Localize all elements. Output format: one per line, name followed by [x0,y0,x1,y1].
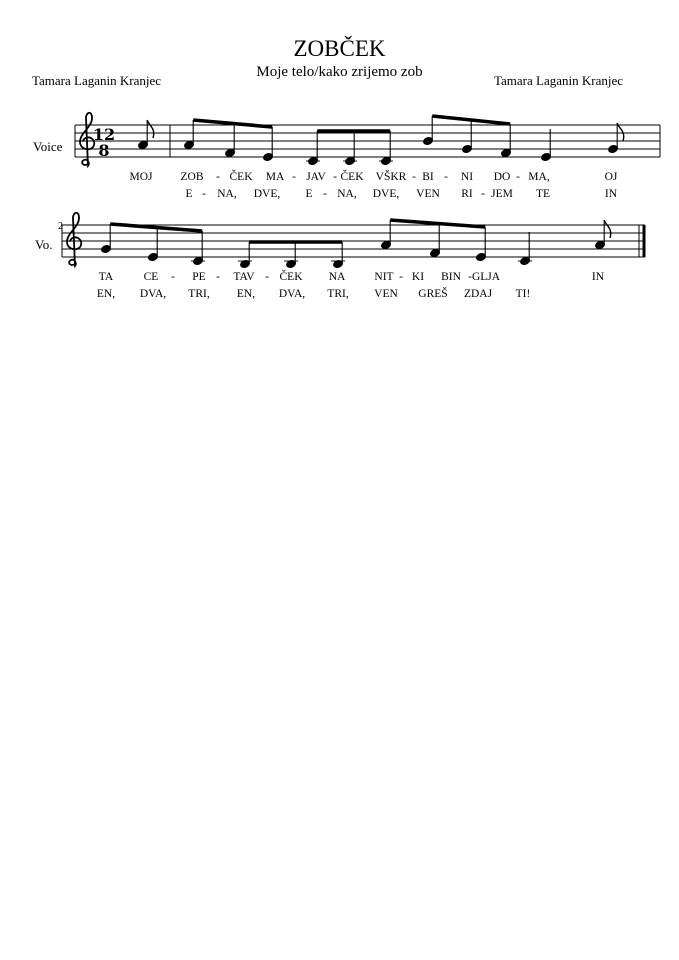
score [0,0,679,320]
time-signature-bottom: 8 [98,141,110,160]
lyric-syllable: E [185,188,193,200]
lyric-hyphen: - [202,188,206,200]
staff-2 [62,225,645,257]
lyric-syllable: NA, [337,188,357,200]
lyric-syllable: DVA, [278,288,306,300]
composer-left: Tamara Laganin Kranjec [32,73,162,88]
lyric-hyphen: - [216,171,220,183]
subtitle: Moje telo/kako zrijemo zob [256,64,423,80]
lyric-syllable: ČEK [279,271,303,283]
lyric-syllable: DVE, [253,188,281,200]
lyric-syllable: VŠKR [375,171,407,183]
lyric-syllable: ZOB [180,171,204,183]
lyric-syllable: TAV [233,271,255,283]
lyrics-verse-2-system-1 [185,188,617,200]
title: ZOBČEK [293,36,386,61]
lyric-syllable: EN, [96,288,116,300]
lyric-syllable: ZDAJ [463,288,493,300]
lyric-hyphen: - [171,271,175,283]
treble-clef-icon [67,213,81,266]
note-flag [617,123,624,141]
lyric-hyphen: - [468,271,472,283]
lyric-syllable: BI [422,171,434,183]
lyric-syllable: GREŠ [418,288,448,300]
lyric-syllable: VEN [374,288,398,300]
lyric-syllable: TRI, [327,288,349,300]
measure-number: 2 [58,221,63,232]
lyric-syllable: JAV [306,171,326,183]
instrument-name-voice: Voice [33,139,63,154]
notes-system-2 [101,220,611,269]
lyric-syllable: ČEK [340,171,364,183]
lyric-syllable: BIN [441,271,461,283]
lyric-hyphen: - [216,271,220,283]
lyric-syllable: IN [591,271,605,283]
lyric-syllable: TRI, [188,288,210,300]
lyric-hyphen: - [412,171,416,183]
lyric-syllable: JEM [491,188,513,200]
lyric-syllable: DVA, [139,288,167,300]
lyric-syllable: OJ [604,171,618,183]
lyric-hyphen: - [265,271,269,283]
lyric-hyphen: - [516,171,520,183]
lyric-syllable: NIT [374,271,394,283]
lyric-syllable: DVE, [372,188,400,200]
lyric-hyphen: - [323,188,327,200]
lyric-syllable: VEN [416,188,440,200]
lyric-syllable: RI [461,188,473,200]
lyric-syllable: MA, [528,171,550,183]
lyrics-verse-1-system-2 [99,269,605,283]
lyric-syllable: DO [493,171,511,183]
lyric-hyphen: - [333,171,337,183]
beam [193,120,272,127]
lyric-syllable: ČEK [229,171,253,183]
lyrics-verse-2-system-2 [97,286,530,300]
lyric-syllable: PE [192,271,206,283]
instrument-name-short: Vo. [35,237,53,252]
lyric-hyphen: - [444,171,448,183]
lyric-syllable: TI! [515,288,531,300]
composer-right: Tamara Laganin Kranjec [494,73,624,88]
note-flag [147,120,154,138]
lyric-syllable: KI [411,271,425,283]
beam [390,220,485,227]
lyric-hyphen: - [399,271,403,283]
lyrics-verse-1-system-1 [129,169,617,183]
lyric-syllable: IN [604,188,618,200]
lyric-syllable: EN, [236,288,256,300]
lyric-syllable: NA, [217,188,237,200]
lyric-hyphen: - [292,171,296,183]
note-flag [604,220,611,238]
lyric-syllable: E [305,188,313,200]
time-signature-top: 12 [92,125,116,144]
lyric-syllable: NI [460,171,474,183]
lyric-hyphen: - [481,188,485,200]
lyric-syllable: MA [265,171,285,183]
lyric-syllable: CE [143,271,159,283]
lyric-syllable: TE [535,188,551,200]
lyric-syllable: TA [98,271,114,283]
lyric-syllable: GLJA [471,271,501,283]
lyric-syllable: NA [328,271,346,283]
lyric-syllable: MOJ [129,171,153,183]
